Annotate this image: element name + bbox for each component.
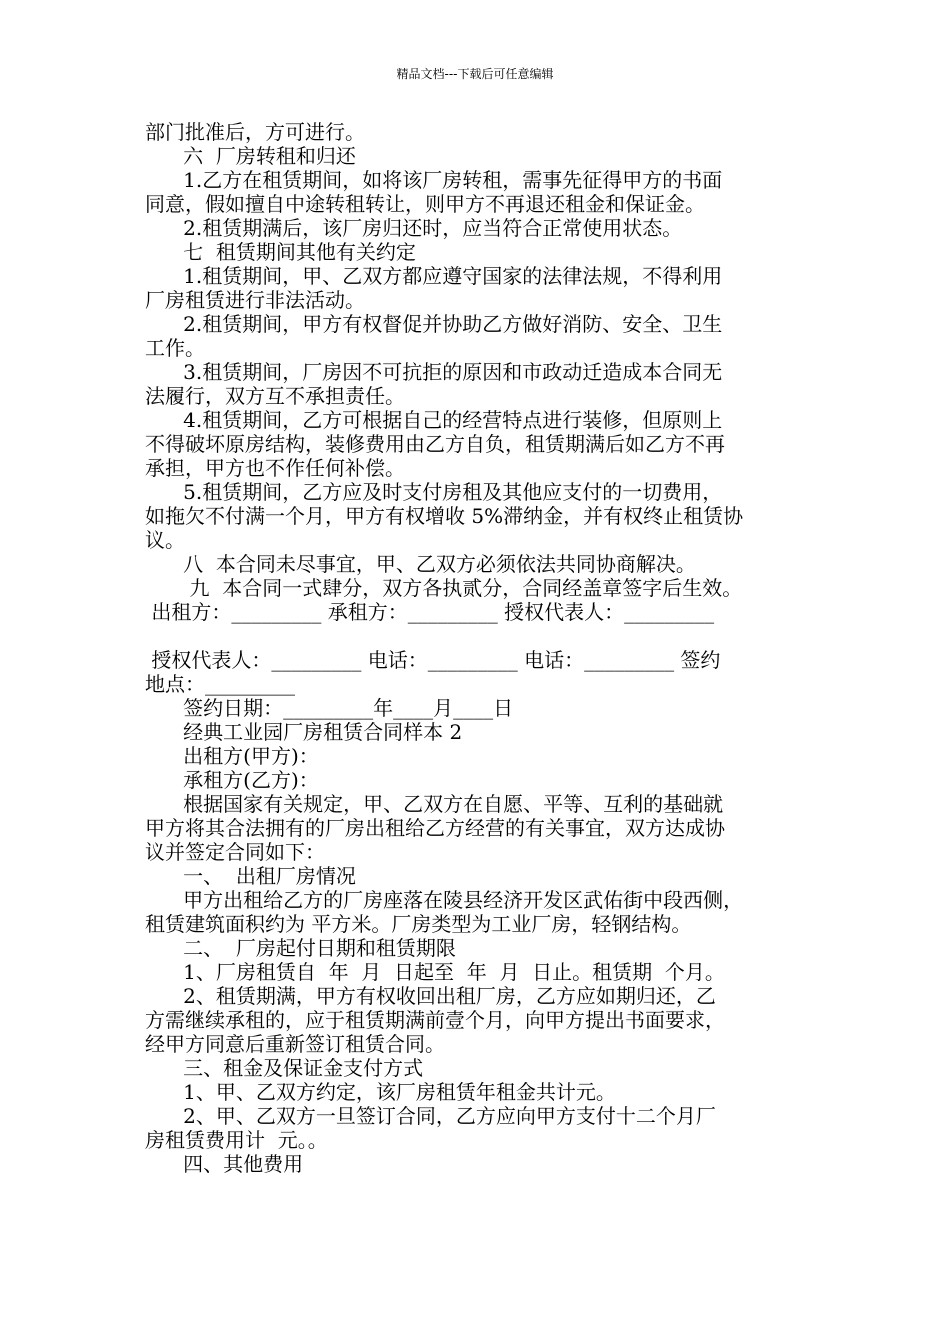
text-line: 3.租赁期间，厂房因不可抗拒的原因和市政动迁造成本合同无 — [145, 360, 723, 384]
section-heading-4: 四、其他费用 — [145, 1152, 304, 1176]
text-line: 同意，假如擅自中途转租转让，则甲方不再退还租金和保证金。 — [145, 192, 705, 216]
signature-line-contacts: 授权代表人：_________ 电话：_________ 电话：_________ 签约 — [145, 648, 721, 672]
text-line: 不得破坏原房结构，装修费用由乙方自负，租赁期满后如乙方不再 — [145, 432, 725, 456]
text-line: 租赁建筑面积约为 平方米。厂房类型为工业厂房，轻钢结构。 — [145, 912, 692, 936]
text-line: 如拖欠不付满一个月，甲方有权增收 5%滞纳金，并有权终止租赁协 — [145, 504, 744, 528]
text-line: 5.租赁期间，乙方应及时支付房租及其他应支付的一切费用， — [145, 480, 723, 504]
section-heading-9: 九 本合同一式肆分，双方各执贰分，合同经盖章签字后生效。 — [145, 576, 743, 600]
text-line: 2、甲、乙双方一旦签订合同，乙方应向甲方支付十二个月厂 — [145, 1104, 716, 1128]
text-line: 1.租赁期间，甲、乙双方都应遵守国家的法律法规，不得利用 — [145, 264, 723, 288]
lessee-line: 承租方(乙方)： — [145, 768, 319, 792]
section-heading-3: 三、租金及保证金支付方式 — [145, 1056, 424, 1080]
signing-place-line: 地点：_________ — [145, 672, 295, 696]
text-line: 房租赁费用计 元。。 — [145, 1128, 328, 1152]
text-line: 承担，甲方也不作任何补偿。 — [145, 456, 405, 480]
text-line: 1、厂房租赁自 年 月 日起至 年 月 日止。租赁期 个月。 — [145, 960, 725, 984]
section-heading-8: 八 本合同未尽事宜，甲、乙双方必须依法共同协商解决。 — [145, 552, 696, 576]
section-heading-6: 六 厂房转租和归还 — [145, 144, 356, 168]
signature-line-parties: 出租方：_________ 承租方：_________ 授权代表人：_________ — [145, 600, 715, 624]
text-line: 经甲方同意后重新签订租赁合同。 — [145, 1032, 445, 1056]
text-line: 甲方将其合法拥有的厂房出租给乙方经营的有关事宜，双方达成协 — [145, 816, 725, 840]
text-line: 2.租赁期满后，该厂房归还时，应当符合正常使用状态。 — [145, 216, 683, 240]
lessor-line: 出租方(甲方)： — [145, 744, 319, 768]
text-line: 部门批准后，方可进行。 — [145, 120, 365, 144]
signing-date-line: 签约日期：_________年____月____日 — [145, 696, 514, 720]
document-body — [145, 120, 835, 1176]
text-line: 根据国家有关规定，甲、乙双方在自愿、平等、互利的基础就 — [145, 792, 724, 816]
page-header: 精品文档---下载后可任意编辑 — [396, 67, 554, 81]
contract-title-2: 经典工业园厂房租赁合同样本 2 — [145, 720, 463, 744]
section-heading-1: 一、 出租厂房情况 — [145, 864, 356, 888]
text-line: 工作。 — [145, 336, 205, 360]
section-heading-7: 七 租赁期间其他有关约定 — [145, 240, 416, 264]
text-line: 2.租赁期间，甲方有权督促并协助乙方做好消防、安全、卫生 — [145, 312, 723, 336]
text-line: 方需继续承租的，应于租赁期满前壹个月，向甲方提出书面要求， — [145, 1008, 725, 1032]
text-line: 4.租赁期间，乙方可根据自己的经营特点进行装修，但原则上 — [145, 408, 723, 432]
text-line: 2、租赁期满，甲方有权收回出租厂房，乙方应如期归还，乙 — [145, 984, 716, 1008]
section-heading-2: 二、 厂房起付日期和租赁期限 — [145, 936, 456, 960]
text-line: 1、甲、乙双方约定，该厂房租赁年租金共计元。 — [145, 1080, 616, 1104]
text-line: 甲方出租给乙方的厂房座落在陵县经济开发区武佑街中段西侧， — [145, 888, 744, 912]
text-line: 法履行，双方互不承担责任。 — [145, 384, 405, 408]
text-line: 1.乙方在租赁期间，如将该厂房转租，需事先征得甲方的书面 — [145, 168, 723, 192]
text-line: 议并签定合同如下： — [145, 840, 325, 864]
text-line: 厂房租赁进行非法活动。 — [145, 288, 365, 312]
blank-line — [145, 624, 835, 648]
text-line: 议。 — [145, 528, 185, 552]
